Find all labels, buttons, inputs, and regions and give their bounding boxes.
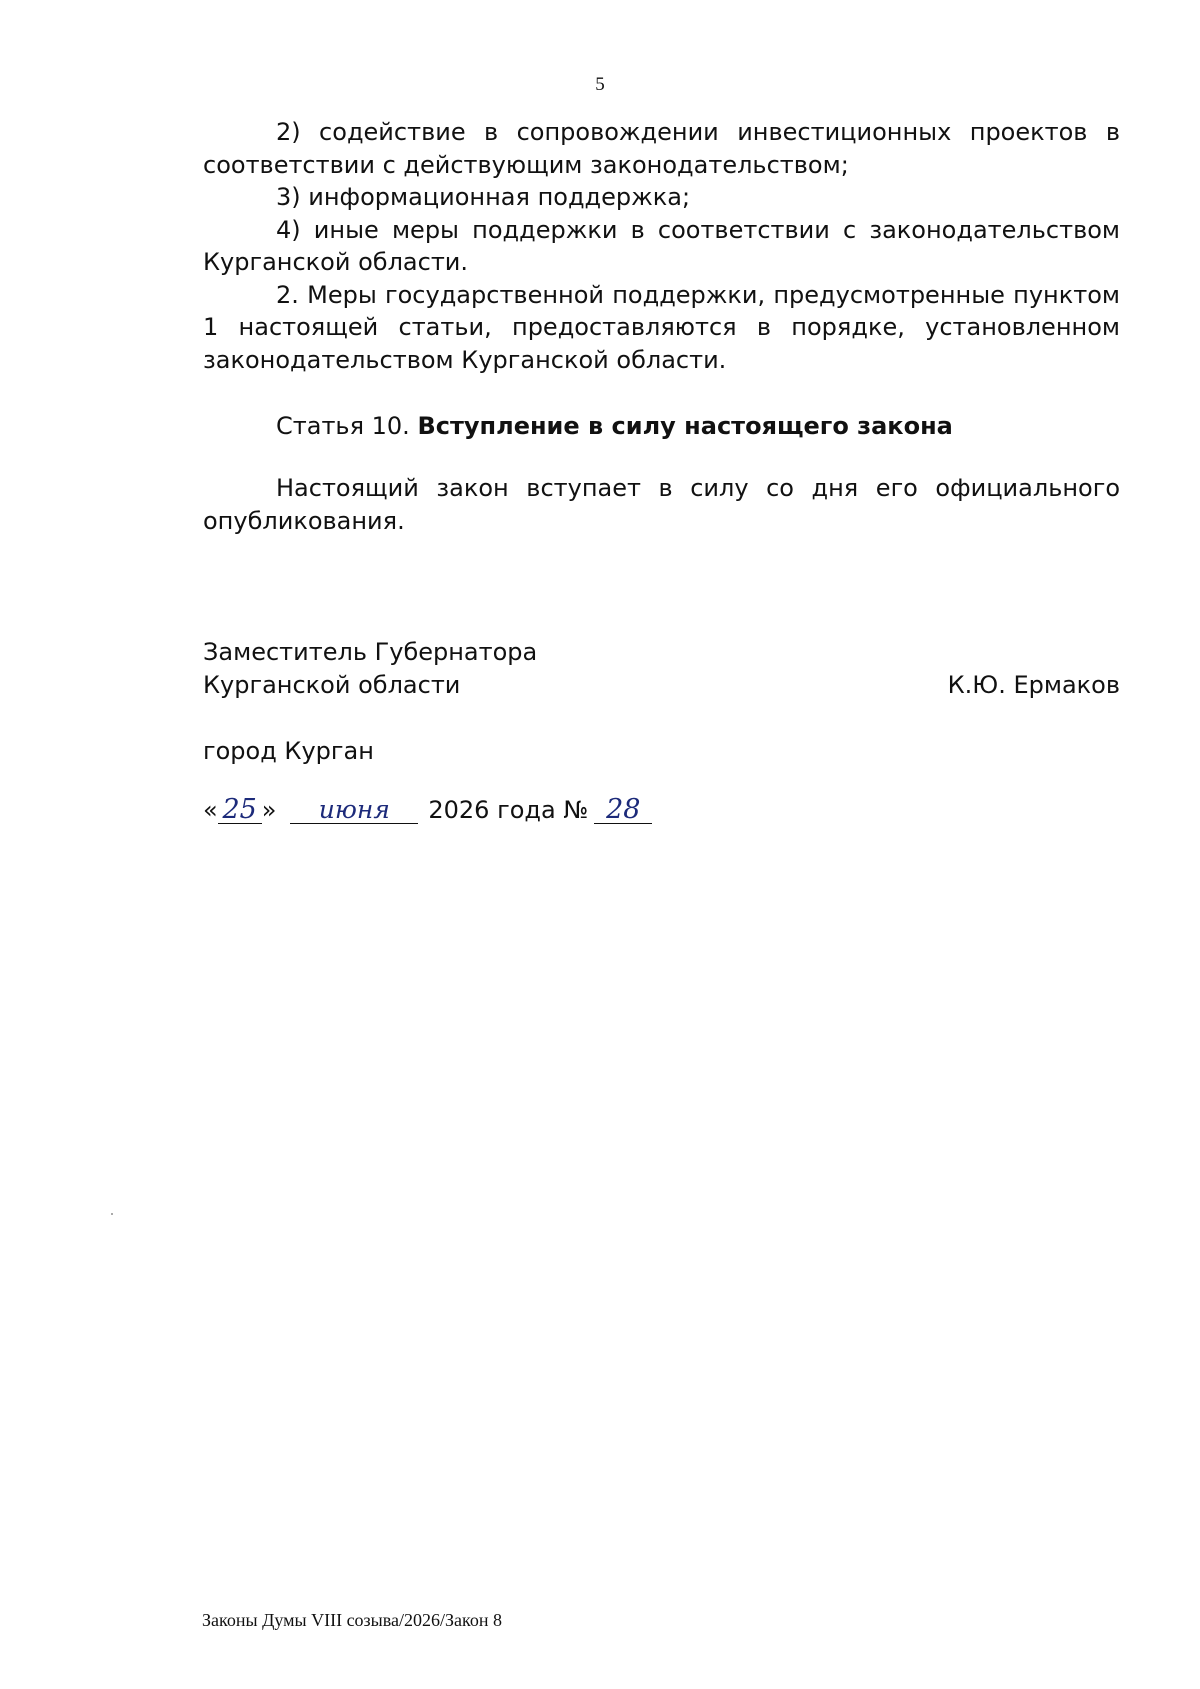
article-body	[203, 472, 1120, 537]
article-9-continuation	[203, 116, 1120, 376]
date-month-handwritten: июня	[290, 797, 418, 824]
signatory-position-line1: Заместитель Губернатора	[203, 638, 538, 666]
date-line	[203, 796, 652, 824]
article-text: Настоящий закон вступает в силу со дня его официального опубликования.	[203, 474, 1120, 535]
paragraph-item-3: 3) информационная поддержка;	[276, 183, 691, 211]
date-day-handwritten: 25	[218, 797, 262, 824]
date-year-text: 2026 года №	[428, 796, 589, 824]
document-footer: Законы Думы VIII созыва/2026/Закон 8	[202, 1610, 502, 1630]
date-open-quote: «	[203, 796, 218, 824]
scan-speck	[111, 1213, 113, 1215]
date-close-quote: »	[261, 796, 277, 824]
article-title: Вступление в силу настоящего закона	[417, 412, 953, 440]
paragraph-item-4: 4) иные меры поддержки в соответствии с законодательством Курганской области.	[203, 215, 1120, 276]
signature-block	[203, 636, 1120, 701]
signatory-position-line2: Курганской области	[203, 670, 461, 699]
city: город Курган	[203, 737, 374, 765]
paragraph-item-2: 2) содействие в сопровождении инвестиционных проектов в соответствии с действующим законодательством;	[203, 118, 1120, 179]
signatory-name: К.Ю. Ермаков	[947, 670, 1120, 699]
article-label: Статья 10.	[276, 412, 410, 440]
paragraph-clause-2: 2. Меры государственной поддержки, предусмотренные пунктом 1 настоящей статьи, предоставляются в порядке, установленном законодательством Курганской области.	[203, 280, 1120, 374]
law-number-handwritten: 28	[594, 797, 652, 824]
page-number: 5	[595, 74, 605, 95]
article-heading	[203, 410, 1120, 443]
